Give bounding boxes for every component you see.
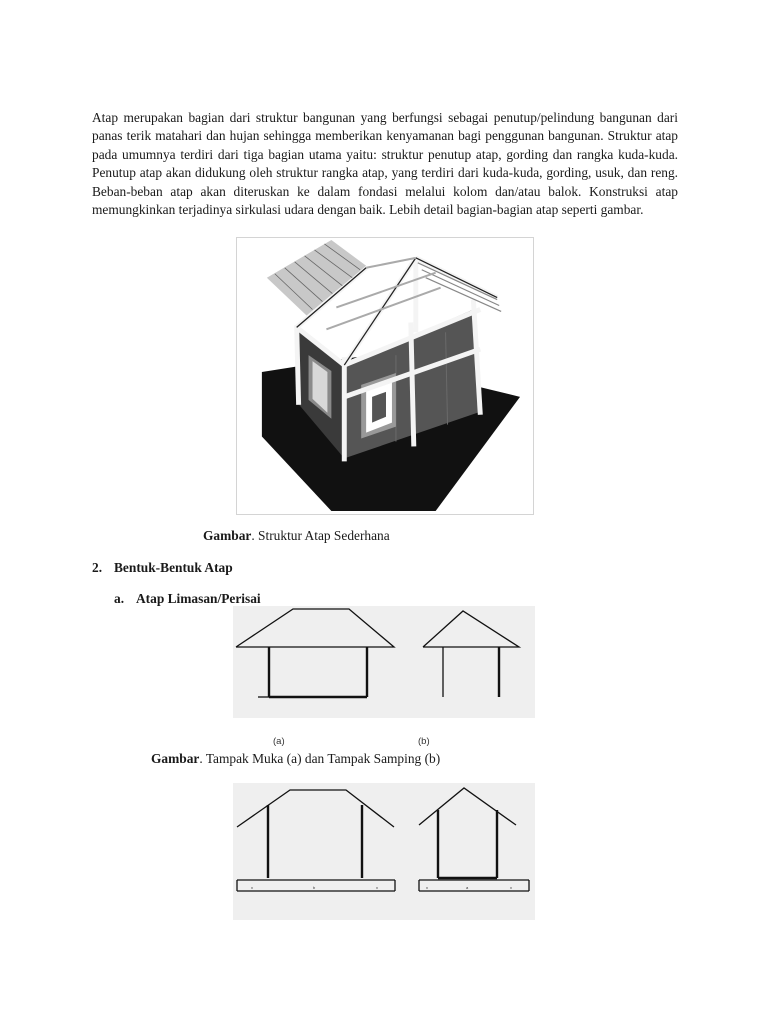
subsection-heading [114,591,261,607]
roof-views-figure [233,606,535,718]
dim-right-x1: x [426,885,428,890]
dim-left-x1: x [251,885,253,890]
subsection-letter: a. [114,591,125,606]
roof-sections-figure [233,783,535,920]
house-illustration [237,238,533,514]
figure1-caption-text: . Struktur Atap Sederhana [251,528,390,543]
figure2-caption [151,751,440,767]
section-heading [92,560,233,576]
dim-right-a: a [466,885,469,890]
figure2-caption-bold: Gambar [151,751,200,766]
figure2-label-b: (b) [418,736,430,747]
dim-right-x2: x [510,885,512,890]
dim-left-b: b [313,885,316,890]
hip-roof-views-drawing [233,606,535,718]
figure2-caption-text: . Tampak Muka (a) dan Tampak Samping (b) [199,751,441,766]
section-number: 2. [92,560,103,575]
dim-left-x2: x [376,885,378,890]
intro-paragraph: Atap merupakan bagian dari struktur bangunan yang berfungsi sebagai penutup/pelindung bangunan dari panas terik matahari dan hujan sehingga memberikan kenyamanan bagi penggunan bangunan. Struktur atap pada umumnya terdiri dari tiga bagian utama yaitu: struktur penutup atap, gording dan rangka kuda-kuda. Penutup atap akan didukung oleh struktur rangka atap, yang terdiri dari kuda-kuda, gording, usuk, dan reng. Beban-beban atap akan diteruskan ke dalam fondasi melalui kolom dan/atau balok. Konstruksi atap memungkinkan terjadinya sirkulasi udara dengan baik. Lebih detail bagian-bagian atap seperti gambar. [92,110,678,218]
section-title: Bentuk-Bentuk Atap [114,560,233,575]
figure1-caption [203,528,390,544]
hip-roof-sections-drawing [233,783,535,920]
roof-structure-figure [236,237,534,515]
figure2-label-a: (a) [273,736,285,747]
subsection-title: Atap Limasan/Perisai [136,591,261,606]
figure1-caption-bold: Gambar [203,528,252,543]
